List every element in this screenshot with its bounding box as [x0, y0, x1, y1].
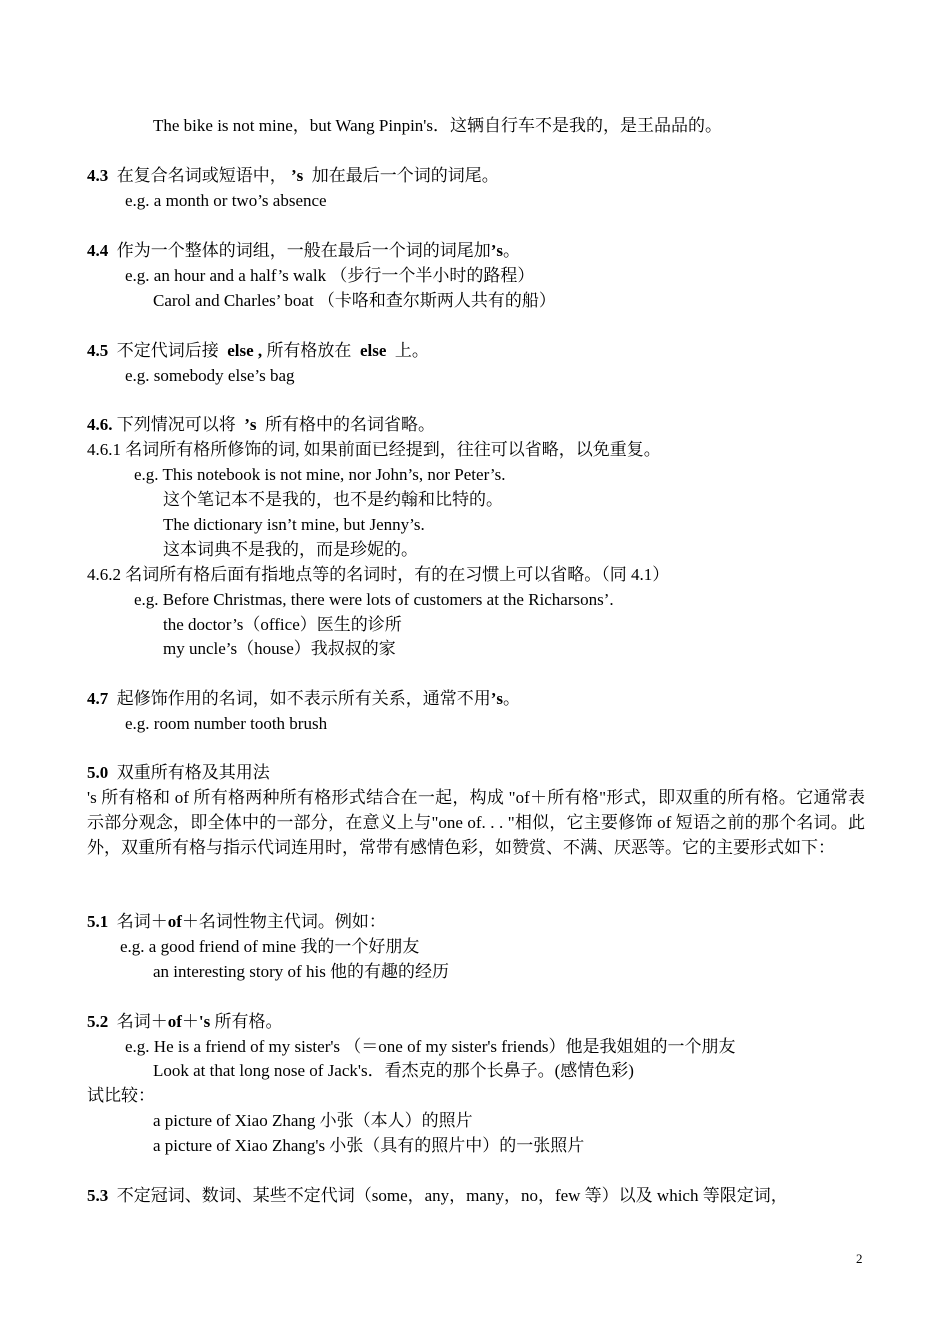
page-number: 2 [856, 1251, 863, 1266]
section-number: 5.0 [87, 763, 109, 782]
example-line: the doctor’s（office）医生的诊所 [163, 615, 402, 634]
example-line: e.g. room number tooth brush [125, 714, 328, 733]
section-5-2-heading: 5.2 名词＋of＋'s 所有格。 [87, 1012, 283, 1031]
example-line: 这本词典不是我的，而是珍妮的。 [163, 540, 418, 559]
example-line: e.g. He is a friend of my sister's （＝one of my sister's friends）他是我姐姐的一个朋友 [125, 1037, 736, 1056]
example-line: The dictionary isn’t mine, but Jenny’s. [163, 515, 425, 534]
section-number: 4.5 [87, 341, 109, 360]
text-line: The bike is not mine，but Wang Pinpin's．这辆自行车不是我的，是王品品的。 [153, 116, 722, 135]
example-line: Look at that long nose of Jack's．看杰克的那个长鼻子。(感情色彩) [153, 1061, 634, 1080]
section-4-6-heading: 4.6. 下列情况可以将 ’s 所有格中的名词省略。 [87, 415, 436, 434]
section-4-4-heading: 4.4 作为一个整体的词组，一般在最后一个词的词尾加’s。 [87, 241, 521, 260]
section-4-5-heading: 4.5 不定代词后接 else , 所有格放在 else 上。 [87, 341, 429, 360]
section-4-3-heading: 4.3 在复合名词或短语中， ’s 加在最后一个词的词尾。 [87, 166, 499, 185]
section-5-0-heading: 5.0 双重所有格及其用法 [87, 763, 270, 782]
subsection-4-6-1: 4.6.1 名词所有格所修饰的词, 如果前面已经提到，往往可以省略，以免重复。 [87, 440, 661, 459]
section-number: 5.2 [87, 1012, 109, 1031]
example-line: an interesting story of his 他的有趣的经历 [153, 962, 450, 981]
example-line: 这个笔记本不是我的，也不是约翰和比特的。 [163, 490, 503, 509]
section-5-3-heading: 5.3 不定冠词、数词、某些不定代词（some，any，many，no，few 等）以及 which 等限定词， [87, 1186, 788, 1205]
example-line: e.g. This notebook is not mine, nor John’s, nor Peter’s. [134, 465, 506, 484]
section-5-1-heading: 5.1 名词＋of＋名词性物主代词。例如： [87, 912, 386, 931]
section-number: 4.6. [87, 415, 113, 434]
example-line: e.g. a month or two’s absence [125, 191, 327, 210]
example-line: e.g. Before Christmas, there were lots of customers at the Richarsons’. [134, 590, 614, 609]
section-number: 4.3 [87, 166, 109, 185]
section-number: 4.4 [87, 241, 109, 260]
text-line: 试比较： [87, 1086, 155, 1105]
section-number: 5.3 [87, 1186, 109, 1205]
example-line: my uncle’s（house）我叔叔的家 [163, 639, 396, 658]
section-number: 4.7 [87, 689, 109, 708]
example-line: e.g. somebody else’s bag [125, 366, 295, 385]
example-line: a picture of Xiao Zhang's 小张（具有的照片中）的一张照片 [153, 1136, 585, 1155]
example-line: e.g. a good friend of mine 我的一个好朋友 [120, 937, 420, 956]
section-number: 5.1 [87, 912, 109, 931]
example-line: e.g. an hour and a half’s walk （步行一个半小时的路程） [125, 266, 535, 285]
body-paragraph: 's 所有格和 of 所有格两种所有格形式结合在一起，构成 "of＋所有格"形式，即双重的所有格。它通常表示部分观念，即全体中的一部分，在意义上与"one of. . . "相似，它主要修饰 of 短语之前的那个名词。此外，双重所有格与指示代词连用时，常带有感情色彩，如赞赏、不满、厌恶等。它的主要形式如下： [87, 788, 865, 857]
example-line: a picture of Xiao Zhang 小张（本人）的照片 [153, 1111, 473, 1130]
section-4-7-heading: 4.7 起修饰作用的名词，如不表示所有关系，通常不用’s。 [87, 689, 521, 708]
example-line: Carol and Charles’ boat （卡咯和查尔斯两人共有的船） [153, 291, 556, 310]
subsection-4-6-2: 4.6.2 名词所有格后面有指地点等的名词时，有的在习惯上可以省略。（同 4.1） [87, 565, 670, 584]
